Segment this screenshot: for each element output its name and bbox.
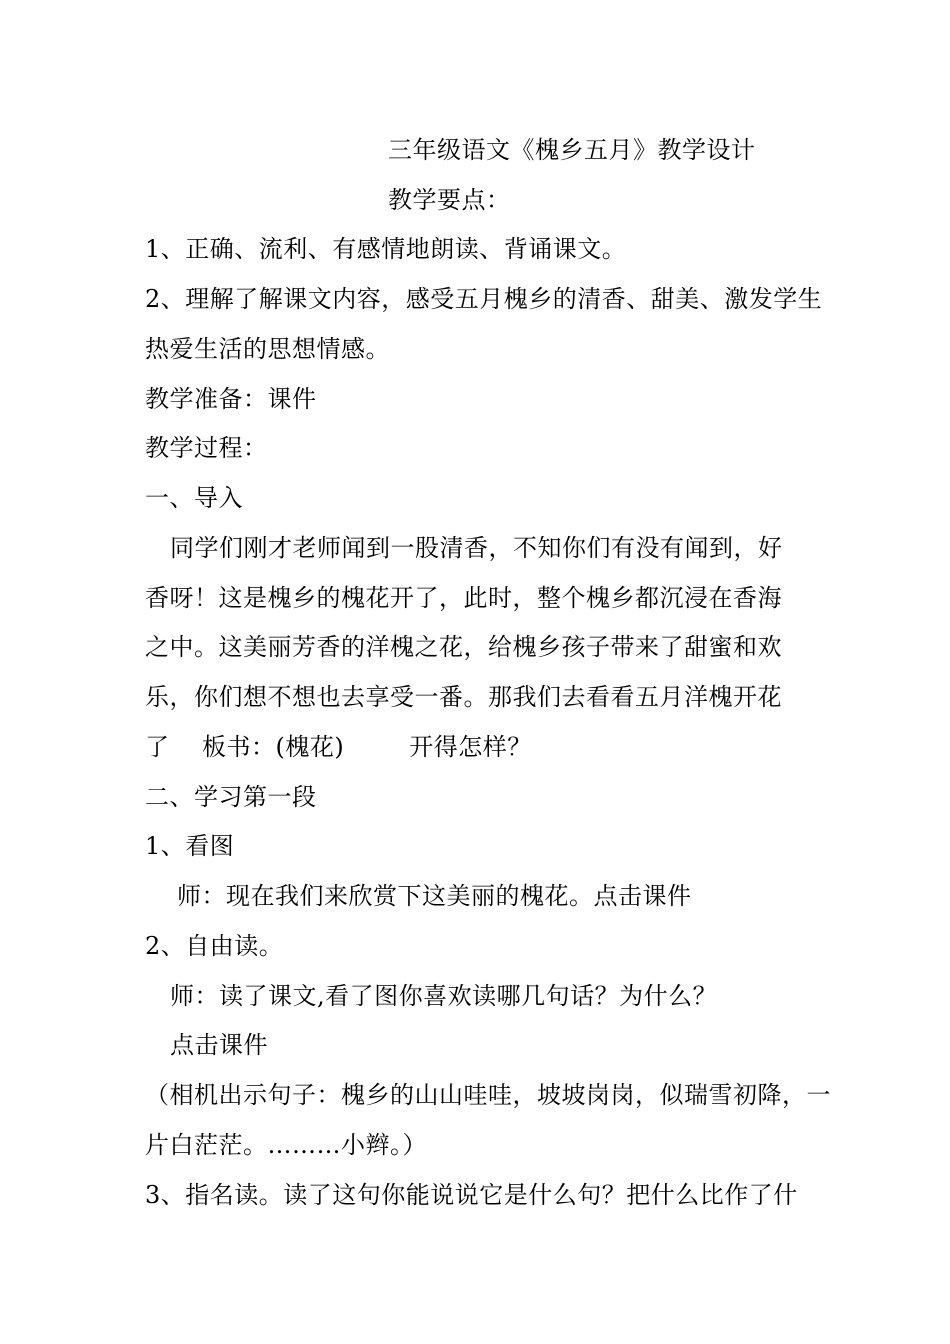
paragraph-line: 之中。这美丽芳香的洋槐之花，给槐乡孩子带来了甜蜜和欢 <box>145 633 782 661</box>
paragraph-line: 香呀！这是槐乡的槐花开了，此时，整个槐乡都沉浸在香海 <box>145 584 782 612</box>
teaching-points-heading: 教学要点： <box>388 186 511 214</box>
section-heading-intro: 一、导入 <box>145 484 243 512</box>
paragraph-line: 片白茫茫。………小辫。） <box>145 1131 427 1159</box>
paragraph-line: 乐，你们想不想也去享受一番。那我们去看看五月洋槐开花 <box>145 683 782 711</box>
process-heading: 教学过程： <box>145 434 268 462</box>
paragraph-line: 2、理解了解课文内容，感受五月槐乡的清香、甜美、激发学生 <box>145 285 823 313</box>
step-heading: 2、自由读。 <box>145 932 284 960</box>
preparation-line: 教学准备：课件 <box>145 385 317 413</box>
teacher-line: 师：读了课文,看了图你喜欢读哪几句话？为什么？ <box>170 982 718 1010</box>
teacher-line: 师：现在我们来欣赏下这美丽的槐花。点击课件 <box>177 882 692 910</box>
paragraph-line: 1、正确、流利、有感情地朗读、背诵课文。 <box>145 235 627 263</box>
paragraph-line: （相机出示句子：槐乡的山山哇哇，坡坡岗岗，似瑞雪初降，一 <box>145 1081 831 1109</box>
step-heading: 1、看图 <box>145 832 235 860</box>
document-title: 三年级语文《槐乡五月》教学设计 <box>388 136 756 164</box>
paragraph-line: 热爱生活的思想情感。 <box>145 335 390 363</box>
courseware-note: 点击课件 <box>170 1031 268 1059</box>
section-heading-part-one: 二、学习第一段 <box>145 783 317 811</box>
step-heading: 3、指名读。读了这句你能说说它是什么句？把什么比作了什 <box>145 1181 798 1209</box>
paragraph-line: 了 板书：(槐花) 开得怎样？ <box>145 733 532 761</box>
paragraph-line: 同学们刚才老师闻到一股清香，不知你们有没有闻到，好 <box>170 534 783 562</box>
